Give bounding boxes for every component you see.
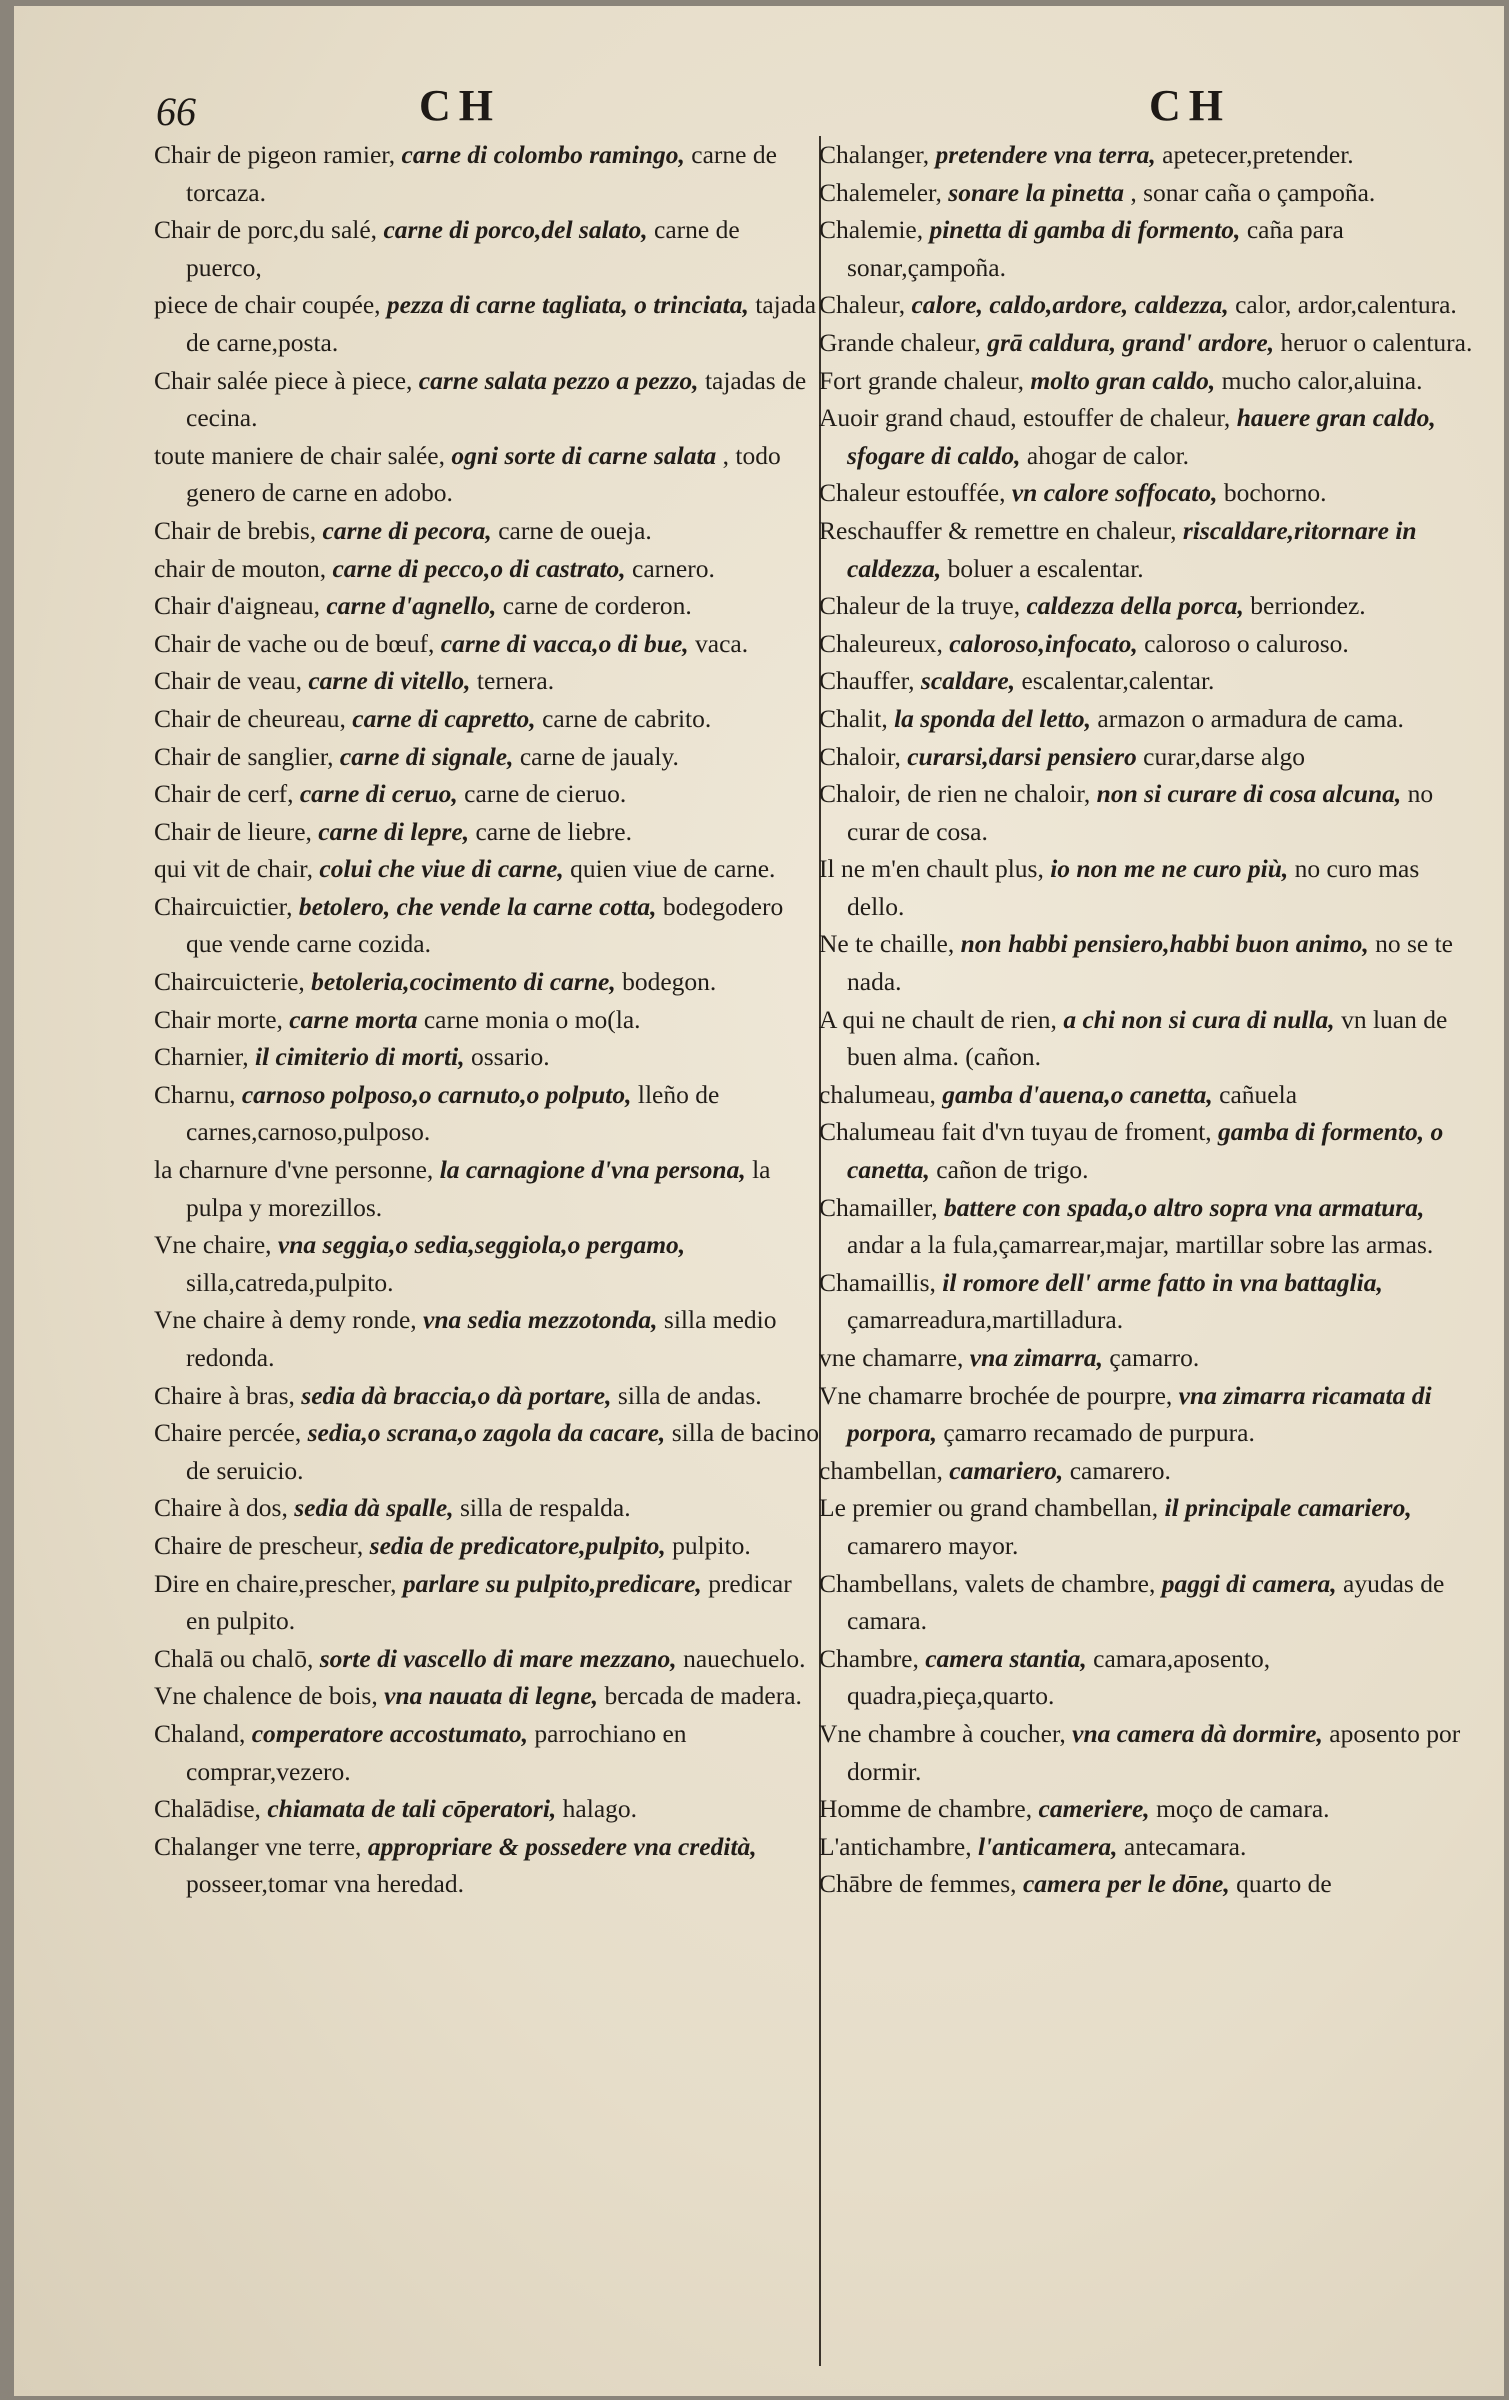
- italian-gloss: carne di colombo ramingo,: [401, 140, 685, 169]
- french-headword: Chalemie,: [819, 215, 924, 245]
- spanish-gloss: vn luan de buen alma. (cañon.: [847, 1004, 1448, 1072]
- spanish-gloss: bercada de madera.: [604, 1681, 802, 1711]
- spanish-gloss: carne de torcaza.: [186, 140, 777, 207]
- spanish-gloss: no se te nada.: [847, 929, 1454, 997]
- dictionary-entry: [154, 1301, 819, 1376]
- french-headword: Chair morte,: [154, 1004, 283, 1034]
- italian-gloss: gamba di formento, o canetta,: [847, 1117, 1444, 1185]
- dictionary-entry: [819, 1113, 1479, 1188]
- spanish-gloss: pulpito.: [672, 1530, 751, 1560]
- spanish-gloss: heruor o calentura.: [1280, 327, 1473, 357]
- italian-gloss: carnoso polposo,o carnuto,o polputo,: [241, 1079, 632, 1109]
- french-headword: Charnu,: [154, 1079, 236, 1109]
- spanish-gloss: camarero mayor.: [847, 1530, 1019, 1560]
- french-headword: Chaire à bras,: [154, 1380, 295, 1410]
- italian-gloss: carne di lepre,: [318, 816, 470, 846]
- spanish-gloss: ayudas de camara.: [847, 1568, 1445, 1636]
- dictionary-entry: [819, 738, 1479, 776]
- french-headword: Homme de chambre,: [819, 1794, 1033, 1824]
- italian-gloss: ogni sorte di carne salata: [451, 440, 717, 470]
- french-headword: Chaire de prescheur,: [154, 1530, 364, 1560]
- dictionary-entry: [819, 1828, 1479, 1866]
- spanish-gloss: berriondez.: [1250, 591, 1366, 621]
- dictionary-page: [14, 6, 1504, 2396]
- french-headword: Vne chambre à coucher,: [819, 1718, 1066, 1748]
- spanish-gloss: bodegon.: [622, 967, 717, 997]
- dictionary-entry: [819, 1452, 1479, 1490]
- dictionary-entry: [819, 700, 1479, 738]
- french-headword: Chair de lieure,: [154, 816, 312, 846]
- spanish-gloss: tajadas de cecina.: [186, 365, 807, 433]
- dictionary-entry: [154, 1038, 819, 1076]
- spanish-gloss: çamarreadura,martilladura.: [847, 1305, 1124, 1335]
- spanish-gloss: silla medio redonda.: [186, 1305, 777, 1372]
- french-headword: Chalanger vne terre,: [154, 1831, 362, 1861]
- dictionary-entry: [819, 1715, 1479, 1790]
- italian-gloss: il romore dell' arme fatto in vna battaglia,: [942, 1267, 1383, 1297]
- french-headword: chair de mouton,: [154, 553, 327, 583]
- spanish-gloss: quien viue de carne.: [570, 854, 776, 884]
- italian-gloss: io non me ne curo più,: [1050, 854, 1289, 884]
- dictionary-entry: [819, 1640, 1479, 1715]
- italian-gloss: pretendere vna terra,: [935, 140, 1156, 169]
- dictionary-entry: [819, 1790, 1479, 1828]
- spanish-gloss: silla de bacino de seruicio.: [186, 1418, 819, 1485]
- french-headword: chalumeau,: [819, 1079, 936, 1109]
- italian-gloss: sedia dà braccia,o dà portare,: [301, 1380, 612, 1410]
- dictionary-entry: [819, 362, 1479, 400]
- dictionary-entry: [154, 1640, 819, 1678]
- dictionary-entry: [819, 1489, 1479, 1564]
- french-headword: Charnier,: [154, 1042, 249, 1072]
- french-headword: Grande chaleur,: [819, 327, 981, 357]
- dictionary-entry: [819, 1189, 1479, 1264]
- italian-gloss: la sponda del letto,: [894, 703, 1092, 733]
- italian-gloss: vna seggia,o sedia,seggiola,o pergamo,: [277, 1230, 686, 1260]
- dictionary-entry: [819, 1264, 1479, 1339]
- italian-gloss: caloroso,infocato,: [949, 628, 1138, 658]
- italian-gloss: betolero, che vende la carne cotta,: [298, 891, 657, 921]
- dictionary-entry: [154, 963, 819, 1001]
- french-headword: Chalādise,: [154, 1794, 261, 1824]
- italian-gloss: carne di pecora,: [322, 515, 492, 545]
- spanish-gloss: carne de puerco,: [186, 215, 740, 282]
- french-headword: Vne chaire à demy ronde,: [154, 1305, 417, 1335]
- dictionary-entry: [819, 1865, 1479, 1903]
- dictionary-entry: [154, 1565, 819, 1640]
- italian-gloss: carne di signale,: [339, 741, 514, 771]
- italian-gloss: sedia de predicatore,pulpito,: [369, 1530, 666, 1560]
- dictionary-entry: [154, 362, 819, 437]
- spanish-gloss: silla de andas.: [617, 1380, 762, 1410]
- spanish-gloss: vaca.: [695, 628, 749, 658]
- french-headword: piece de chair coupée,: [154, 290, 381, 320]
- italian-gloss: il principale camariero,: [1164, 1493, 1412, 1523]
- dictionary-entry: [819, 399, 1479, 474]
- spanish-gloss: bodegodero que vende carne cozida.: [186, 891, 784, 959]
- italian-gloss: sedia,o scrana,o zagola da cacare,: [307, 1418, 666, 1448]
- dictionary-entry: [154, 1377, 819, 1415]
- dictionary-entry: [154, 813, 819, 851]
- dictionary-entry: [819, 1076, 1479, 1114]
- italian-gloss: chiamata de tali cōperatori,: [267, 1794, 557, 1824]
- italian-gloss: non si curare di cosa alcuna,: [1096, 779, 1402, 809]
- dictionary-entry: [819, 775, 1479, 850]
- spanish-gloss: curar,darse algo: [1143, 741, 1305, 771]
- spanish-gloss: no curo mas dello.: [847, 854, 1420, 921]
- spanish-gloss: ossario.: [471, 1042, 550, 1072]
- italian-gloss: carne di porco,del salato,: [383, 215, 648, 245]
- dictionary-entry: [154, 1715, 819, 1790]
- spanish-gloss: boluer a escalentar.: [947, 553, 1144, 583]
- italian-gloss: sedia dà spalle,: [294, 1493, 454, 1523]
- spanish-gloss: carne de corderon.: [502, 591, 692, 621]
- french-headword: L'antichambre,: [819, 1831, 972, 1861]
- french-headword: Il ne m'en chault plus,: [819, 854, 1044, 884]
- dictionary-entry: [154, 211, 819, 286]
- dictionary-entry: [819, 662, 1479, 700]
- italian-gloss: il cimiterio di morti,: [254, 1042, 465, 1072]
- left-column-heading: CH: [419, 81, 501, 130]
- italian-gloss: scaldare,: [920, 666, 1016, 696]
- dictionary-entry: [154, 1790, 819, 1828]
- french-headword: Chambellans, valets de chambre,: [819, 1568, 1156, 1598]
- spanish-gloss: apetecer,pretender.: [1162, 140, 1354, 169]
- french-headword: Chauffer,: [819, 666, 915, 696]
- dictionary-entry: [819, 286, 1479, 324]
- spanish-gloss: moço de camara.: [1156, 1794, 1330, 1824]
- dictionary-entry: [154, 700, 819, 738]
- dictionary-entry: [154, 1151, 819, 1226]
- italian-gloss: riscaldare,ritornare in caldezza,: [847, 515, 1417, 583]
- dictionary-entry: [154, 587, 819, 625]
- dictionary-entry: [819, 1001, 1479, 1076]
- italian-gloss: sorte di vascello di mare mezzano,: [319, 1643, 677, 1673]
- italian-gloss: vna camera dà dormire,: [1072, 1718, 1323, 1748]
- french-headword: Chalanger,: [819, 140, 930, 169]
- dictionary-entry: [819, 174, 1479, 212]
- spanish-gloss: caña para sonar,çampoña.: [847, 215, 1344, 282]
- dictionary-entry: [154, 1001, 819, 1039]
- italian-gloss: carne di pecco,o di castrato,: [332, 553, 626, 583]
- french-headword: Chair de veau,: [154, 666, 302, 696]
- dictionary-entry: [154, 738, 819, 776]
- french-headword: Chamailler,: [819, 1192, 938, 1222]
- french-headword: Reschauffer & remettre en chaleur,: [819, 515, 1177, 545]
- spanish-gloss: silla,catreda,pulpito.: [186, 1267, 394, 1297]
- italian-gloss: camera per le dōne,: [1022, 1869, 1230, 1899]
- french-headword: Chaleur estouffée,: [819, 478, 1006, 508]
- french-headword: Chair d'aigneau,: [154, 591, 321, 621]
- spanish-gloss: , todo genero de carne en adobo.: [186, 440, 781, 508]
- spanish-gloss: quarto de: [1236, 1869, 1332, 1899]
- italian-gloss: pezza di carne tagliata, o trinciata,: [386, 290, 749, 320]
- dictionary-entry: [819, 324, 1479, 362]
- spanish-gloss: andar a la fula,çamarrear,majar, martillar sobre las armas.: [847, 1230, 1434, 1260]
- french-headword: Chaire à dos,: [154, 1493, 288, 1523]
- french-headword: Chair de sanglier,: [154, 741, 334, 771]
- spanish-gloss: posseer,tomar vna heredad.: [186, 1869, 464, 1899]
- italian-gloss: grā caldura, grand' ardore,: [987, 327, 1275, 357]
- dictionary-entry: [154, 1677, 819, 1715]
- spanish-gloss: carne de jaualy.: [519, 741, 679, 771]
- dictionary-entry: [154, 775, 819, 813]
- dictionary-entry: [819, 512, 1479, 587]
- spanish-gloss: tajada de carne,posta.: [186, 290, 817, 357]
- french-headword: Vne chamarre brochée de pourpre,: [819, 1380, 1173, 1410]
- page-number: 66: [156, 89, 196, 134]
- french-headword: Fort grande chaleur,: [819, 365, 1025, 395]
- dictionary-entry: [154, 888, 819, 963]
- french-headword: vne chamarre,: [819, 1343, 964, 1372]
- spanish-gloss: carne de liebre.: [475, 816, 632, 846]
- italian-gloss: vna nauata di legne,: [384, 1681, 599, 1711]
- french-headword: Chalit,: [819, 703, 888, 733]
- dictionary-entry: [819, 850, 1479, 925]
- french-headword: Chaland,: [154, 1718, 246, 1748]
- italian-gloss: paggi di camera,: [1161, 1568, 1337, 1598]
- italian-gloss: sonare la pinetta: [948, 177, 1124, 207]
- spanish-gloss: carne de cabrito.: [542, 703, 712, 733]
- french-headword: Chalemeler,: [819, 177, 942, 207]
- dictionary-entry: [154, 1414, 819, 1489]
- spanish-gloss: escalentar,calentar.: [1021, 666, 1215, 696]
- italian-gloss: molto gran caldo,: [1030, 365, 1216, 395]
- spanish-gloss: mucho calor,aluina.: [1221, 365, 1423, 395]
- spanish-gloss: , sonar caña o çampoña.: [1130, 177, 1376, 207]
- dictionary-entry: [154, 662, 819, 700]
- spanish-gloss: calor, ardor,calentura.: [1235, 290, 1457, 320]
- italian-gloss: cameriere,: [1038, 1794, 1150, 1824]
- french-headword: Chair salée piece à piece,: [154, 365, 413, 395]
- spanish-gloss: predicar en pulpito.: [186, 1568, 792, 1636]
- french-headword: Chair de vache ou de bœuf,: [154, 628, 435, 658]
- spanish-gloss: no curar de cosa.: [847, 779, 1434, 846]
- french-headword: Le premier ou grand chambellan,: [819, 1493, 1159, 1523]
- italian-gloss: carne di capretto,: [352, 703, 536, 733]
- italian-gloss: non habbi pensiero,habbi buon animo,: [960, 929, 1369, 959]
- french-headword: Chair de cerf,: [154, 779, 294, 809]
- dictionary-entry: [154, 1226, 819, 1301]
- french-headword: chambellan,: [819, 1455, 943, 1485]
- italian-gloss: vna zimarra ricamata di porpora,: [847, 1380, 1432, 1448]
- italian-gloss: vn calore soffocato,: [1011, 478, 1218, 508]
- dictionary-entry: [819, 1339, 1479, 1377]
- french-headword: Auoir grand chaud, estouffer de chaleur,: [819, 403, 1231, 433]
- italian-gloss: appropriare & possedere vna credità,: [367, 1831, 757, 1861]
- spanish-gloss: carne monia o mo(la.: [423, 1004, 641, 1034]
- italian-gloss: gamba d'auena,o canetta,: [942, 1079, 1213, 1109]
- spanish-gloss: camarero.: [1069, 1455, 1171, 1485]
- dictionary-entry: [819, 136, 1479, 174]
- italian-gloss: caldezza della porca,: [1026, 591, 1244, 621]
- french-headword: Chaire percée,: [154, 1418, 302, 1448]
- italian-gloss: vna zimarra,: [969, 1343, 1103, 1372]
- italian-gloss: carne morta: [289, 1004, 418, 1034]
- french-headword: la charnure d'vne personne,: [154, 1155, 434, 1185]
- french-headword: Ne te chaille,: [819, 929, 955, 959]
- french-headword: Chair de cheureau,: [154, 703, 346, 733]
- italian-gloss: pinetta di gamba di formento,: [929, 215, 1241, 245]
- italian-gloss: a chi non si cura di nulla,: [1063, 1004, 1335, 1034]
- right-column-heading: CH: [1149, 81, 1231, 130]
- french-headword: Chaloir,: [819, 741, 901, 771]
- spanish-gloss: antecamara.: [1123, 1831, 1247, 1861]
- italian-gloss: vna sedia mezzotonda,: [423, 1305, 658, 1335]
- italian-gloss: carne di ceruo,: [299, 779, 458, 809]
- italian-gloss: l'anticamera,: [977, 1831, 1118, 1861]
- italian-gloss: carne d'agnello,: [326, 591, 497, 621]
- spanish-gloss: la pulpa y morezillos.: [186, 1155, 771, 1222]
- italian-gloss: colui che viue di carne,: [319, 854, 564, 884]
- dictionary-entry: [154, 1076, 819, 1151]
- french-headword: Chaleureux,: [819, 628, 943, 658]
- spanish-gloss: ahogar de calor.: [1026, 440, 1190, 470]
- spanish-gloss: camara,aposento, quadra,pieça,quarto.: [847, 1643, 1271, 1711]
- spanish-gloss: caloroso o calurosо.: [1144, 628, 1349, 658]
- spanish-gloss: lleño de carnes,carnoso,pulposo.: [186, 1079, 720, 1147]
- spanish-gloss: cañon de trigo.: [936, 1155, 1089, 1185]
- french-headword: Chābre de femmes,: [819, 1869, 1017, 1899]
- dictionary-entry: [819, 211, 1479, 286]
- italian-gloss: hauere gran caldo, sfogare di caldo,: [847, 403, 1436, 470]
- italian-gloss: camariero,: [949, 1455, 1064, 1485]
- spanish-gloss: cañuela: [1219, 1079, 1298, 1109]
- spanish-gloss: armazon o armadura de cama.: [1097, 703, 1404, 733]
- italian-gloss: camera stantia,: [925, 1643, 1087, 1673]
- spanish-gloss: bochorno.: [1223, 478, 1327, 508]
- french-headword: Chaircuicterie,: [154, 967, 305, 997]
- spanish-gloss: carne de cieruo.: [464, 779, 627, 809]
- dictionary-entry: [154, 437, 819, 512]
- italian-gloss: curarsi,darsi pensiero: [907, 741, 1137, 771]
- french-headword: qui vit de chair,: [154, 854, 314, 884]
- italian-gloss: parlare su pulpito,predicare,: [402, 1568, 702, 1598]
- dictionary-entry: [154, 136, 819, 211]
- dictionary-entry: [154, 850, 819, 888]
- spanish-gloss: aposento por dormir.: [847, 1718, 1461, 1786]
- french-headword: Chambre,: [819, 1643, 919, 1673]
- dictionary-entry: [154, 1828, 819, 1903]
- dictionary-entry: [154, 625, 819, 663]
- spanish-gloss: carne de oueja.: [498, 515, 652, 545]
- french-headword: Chair de pigeon ramier,: [154, 140, 396, 169]
- french-headword: Chalumeau fait d'vn tuyau de froment,: [819, 1117, 1212, 1147]
- spanish-gloss: çamarro recamado de purpura.: [943, 1418, 1255, 1448]
- right-column: [819, 136, 1479, 1903]
- dictionary-entry: [819, 625, 1479, 663]
- french-headword: Chamaillis,: [819, 1267, 936, 1297]
- spanish-gloss: silla de respalda.: [459, 1493, 631, 1523]
- french-headword: Chaleur de la truye,: [819, 591, 1021, 621]
- french-headword: Dire en chaire,prescher,: [154, 1568, 397, 1598]
- spanish-gloss: nauechuelo.: [683, 1643, 806, 1673]
- italian-gloss: carne salata pezzo a pezzo,: [418, 365, 699, 395]
- spanish-gloss: carnero.: [632, 553, 715, 583]
- dictionary-entry: [154, 1527, 819, 1565]
- dictionary-entry: [819, 587, 1479, 625]
- dictionary-entry: [819, 1565, 1479, 1640]
- french-headword: Chair de brebis,: [154, 515, 317, 545]
- french-headword: Chaloir, de rien ne chaloir,: [819, 779, 1091, 809]
- dictionary-entry: [819, 474, 1479, 512]
- italian-gloss: carne di vacca,o di bue,: [440, 628, 689, 658]
- dictionary-entry: [154, 1489, 819, 1527]
- spanish-gloss: ternera.: [476, 666, 555, 696]
- dictionary-entry: [154, 512, 819, 550]
- italian-gloss: battere con spada,o altro sopra vna armatura,: [944, 1192, 1425, 1222]
- italian-gloss: carne di vitello,: [308, 666, 471, 696]
- dictionary-entry: [819, 925, 1479, 1000]
- spanish-gloss: halago.: [562, 1794, 638, 1824]
- italian-gloss: calore, caldo,ardore, caldezza,: [911, 290, 1229, 320]
- french-headword: Chair de porc,du salé,: [154, 215, 378, 245]
- italian-gloss: betoleria,cocimento di carne,: [311, 967, 616, 997]
- french-headword: Chaircuictier,: [154, 891, 293, 921]
- french-headword: Chaleur,: [819, 290, 906, 320]
- dictionary-entry: [154, 286, 819, 361]
- french-headword: Vne chaire,: [154, 1230, 272, 1260]
- french-headword: toute maniere de chair salée,: [154, 440, 445, 470]
- french-headword: Vne chalence de bois,: [154, 1681, 378, 1711]
- left-column: [154, 136, 819, 1903]
- dictionary-entry: [154, 550, 819, 588]
- spanish-gloss: çamarro.: [1109, 1343, 1200, 1372]
- spanish-gloss: parrochiano en comprar,vezero.: [186, 1718, 687, 1786]
- french-headword: A qui ne chault de rien,: [819, 1004, 1057, 1034]
- dictionary-entry: [819, 1377, 1479, 1452]
- french-headword: Chalā ou chalō,: [154, 1643, 314, 1673]
- italian-gloss: comperatore accostumato,: [251, 1718, 528, 1748]
- italian-gloss: la carnagione d'vna persona,: [439, 1155, 746, 1185]
